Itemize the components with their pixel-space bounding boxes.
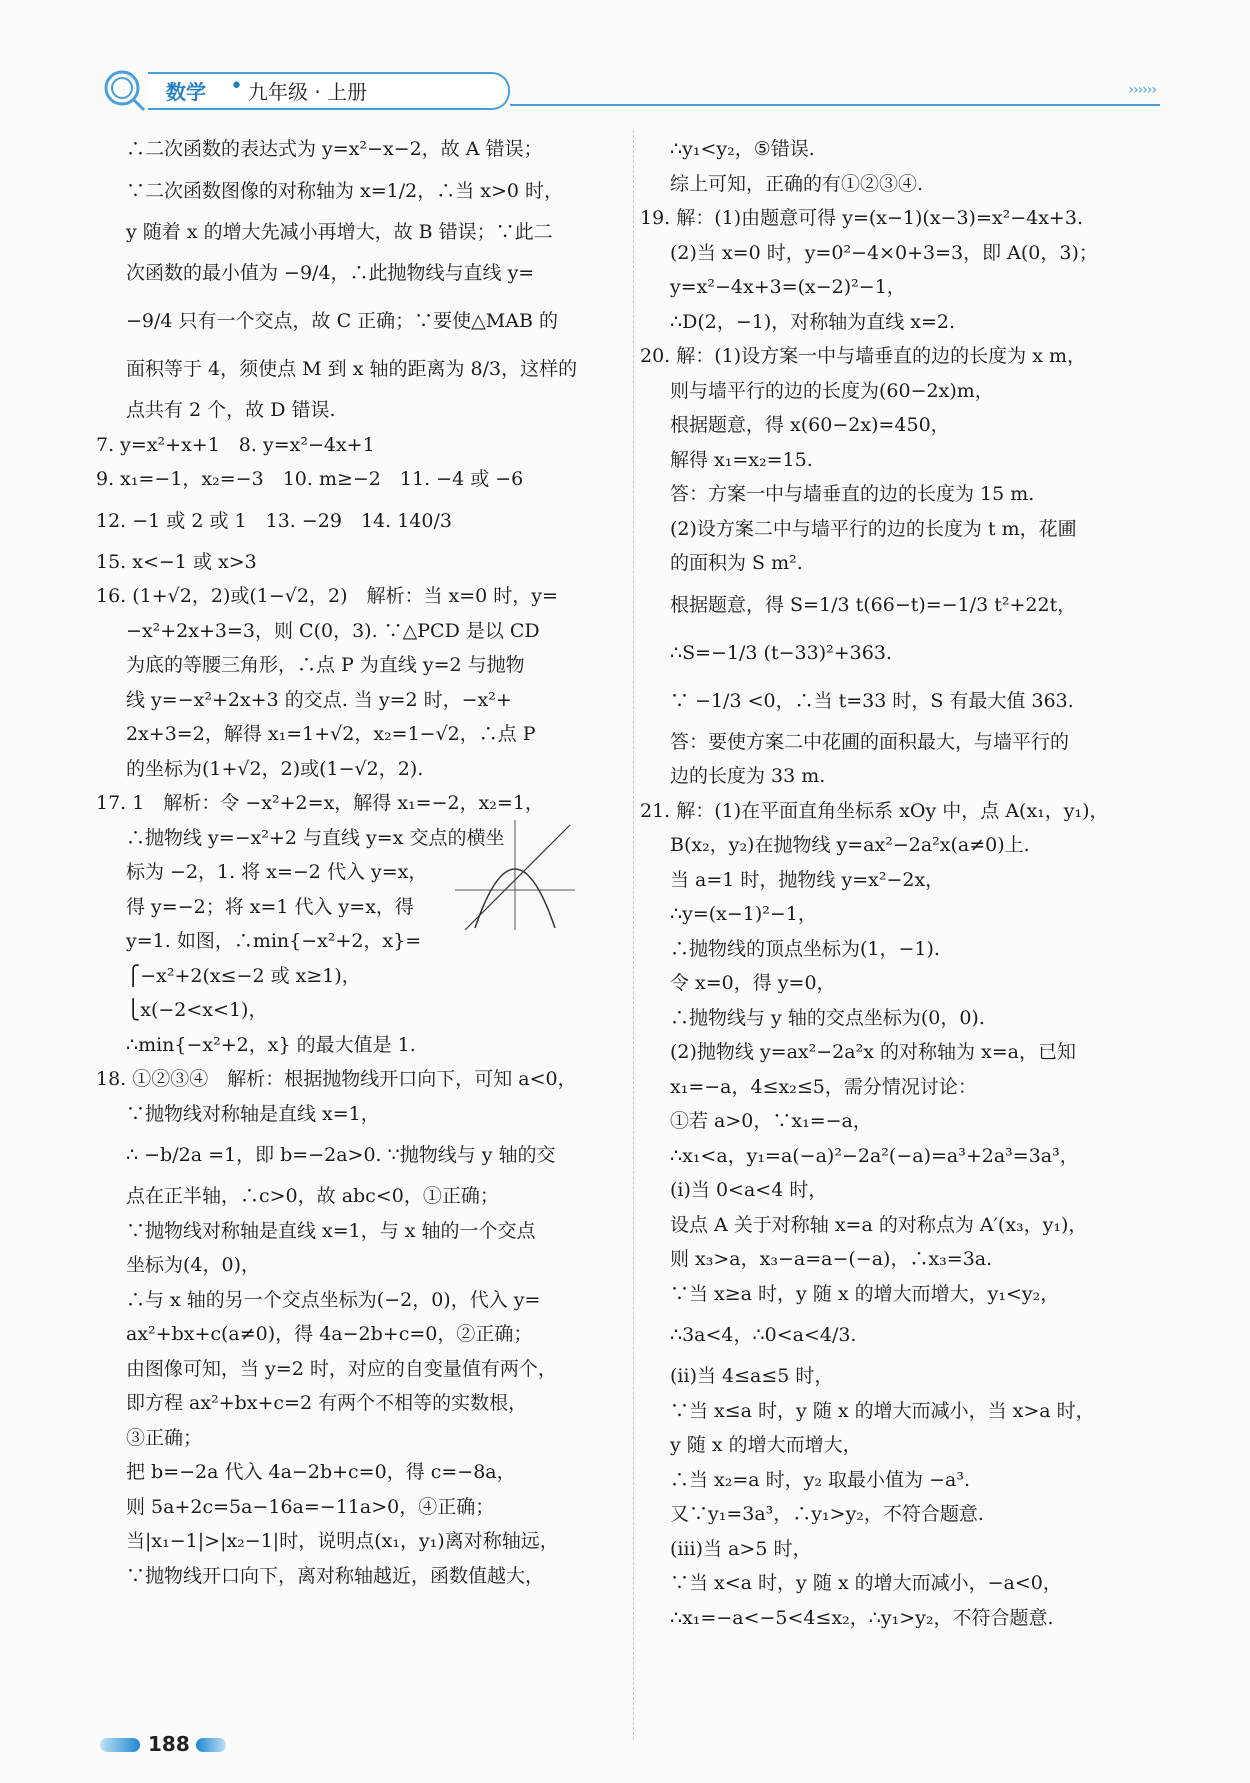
answer-line: 21. 解：(1)在平面直角坐标系 xOy 中，点 A(x₁，y₁)， xyxy=(640,799,1109,822)
text-line: ∵当 x<a 时，y 随 x 的增大而减小，−a<0， xyxy=(670,1572,1062,1594)
grade-label: 九年级 · 上册 xyxy=(248,80,368,104)
text-line: 即方程 ax²+bx+c=2 有两个不相等的实数根， xyxy=(126,1392,528,1414)
text-line: ③正确； xyxy=(126,1426,203,1449)
text-line: ax²+bx+c(a≠0)，得 4a−2b+c=0，②正确； xyxy=(126,1323,533,1345)
text-line: −x²+2x+3=3，则 C(0，3). ∵△PCD 是以 CD xyxy=(126,619,540,642)
text-line: 2x+3=2，解得 x₁=1+√2，x₂=1−√2，∴点 P xyxy=(126,723,536,745)
text-line: 标为 −2，1. 将 x=−2 代入 y=x， xyxy=(126,861,428,883)
text-line: 当 a=1 时，抛物线 y=x²−2x， xyxy=(670,868,945,891)
answer-line: 17. 1 解析：令 −x²+2=x，解得 x₁=−2，x₂=1， xyxy=(96,792,544,814)
answer-line: 7. y=x²+x+1 8. y=x²−4x+1 xyxy=(96,433,375,456)
text-line: 综上可知，正确的有①②③④. xyxy=(670,172,924,195)
text-line: 点共有 2 个，故 D 错误. xyxy=(126,399,336,421)
text-line: 为底的等腰三角形，∴点 P 为直线 y=2 与抛物 xyxy=(126,654,525,676)
parabola-sketch-figure xyxy=(455,820,575,930)
text-line: ∴x₁=−a<−5<4≤x₂，∴y₁>y₂，不符合题意. xyxy=(670,1606,1054,1629)
text-line: ∴y₁<y₂，⑤错误. xyxy=(670,138,815,160)
text-line: 线 y=−x²+2x+3 的交点. 当 y=2 时，−x²+ xyxy=(126,688,512,711)
text-line: 把 b=−2a 代入 4a−2b+c=0，得 c=−8a， xyxy=(126,1461,516,1483)
text-line: 坐标为(4，0)， xyxy=(126,1254,261,1276)
page-number: 188 xyxy=(148,1732,190,1756)
text-line: ∵ −1/3 <0，∴当 t=33 时，S 有最大值 363. xyxy=(670,689,1074,712)
text-line: B(x₂，y₂)在抛物线 y=ax²−2a²x(a≠0)上. xyxy=(670,834,1030,856)
header-rule xyxy=(510,104,1160,106)
text-line: ∴与 x 轴的另一个交点坐标为(−2，0)，代入 y= xyxy=(126,1288,541,1311)
text-line: 令 x=0，得 y=0， xyxy=(670,972,836,994)
text-line: 边的长度为 33 m. xyxy=(670,765,826,787)
page-header xyxy=(100,64,1160,114)
text-line: 当|x₁−1|>|x₂−1|时，说明点(x₁，y₁)离对称轴远， xyxy=(126,1530,559,1552)
text-line: ∴ −b/2a =1，即 b=−2a>0. ∵抛物线与 y 轴的交 xyxy=(126,1144,556,1166)
footer-pill-left xyxy=(100,1738,140,1752)
text-line: (2)抛物线 y=ax²−2a²x 的对称轴为 x=a，已知 xyxy=(670,1041,1076,1063)
text-line: ∴当 x₂=a 时，y₂ 取最小值为 −a³. xyxy=(670,1468,970,1491)
text-line: 则与墙平行的边的长度为(60−2x)m， xyxy=(670,379,994,402)
text-line: ∴D(2，−1)，对称轴为直线 x=2. xyxy=(670,310,956,333)
answer-line: 12. −1 或 2 或 1 13. −29 14. 140/3 xyxy=(96,509,452,532)
text-line: 次函数的最小值为 −9/4，∴此抛物线与直线 y= xyxy=(126,262,535,284)
text-line: ∴y=(x−1)²−1， xyxy=(670,903,817,925)
text-line: 答：方案一中与墙垂直的边的长度为 15 m. xyxy=(670,483,1035,505)
text-line: ∴二次函数的表达式为 y=x²−x−2，故 A 错误； xyxy=(126,138,543,160)
text-line: ∴3a<4，∴0<a<4/3. xyxy=(670,1324,857,1346)
text-line: 的面积为 S m². xyxy=(670,552,803,574)
text-line: ∴抛物线 y=−x²+2 与直线 y=x 交点的横坐 xyxy=(126,826,505,849)
magnifier-logo-icon xyxy=(102,68,146,112)
text-line: (ⅰ)当 0<a<4 时， xyxy=(670,1179,828,1201)
subject-label: 数学 xyxy=(166,80,206,104)
text-line: y=1. 如图，∴min{−x²+2，x}= xyxy=(126,930,422,952)
text-line: y=x²−4x+3=(x−2)²−1， xyxy=(670,276,906,298)
text-line: ⎧−x²+2(x≤−2 或 x≥1)， xyxy=(126,964,361,987)
text-line: (ⅲ)当 a>5 时， xyxy=(670,1537,812,1560)
text-line: 根据题意，得 S=1/3 t(66−t)=−1/3 t²+22t， xyxy=(670,593,1077,616)
text-line: 答：要使方案二中花圃的面积最大，与墙平行的 xyxy=(670,730,1070,753)
text-line: 解得 x₁=x₂=15. xyxy=(670,448,813,471)
text-line: ∵抛物线开口向下，离对称轴越近，函数值越大， xyxy=(126,1564,545,1587)
column-divider xyxy=(633,130,634,1740)
text-line: ∵二次函数图像的对称轴为 x=1/2，∴当 x>0 时， xyxy=(126,179,564,202)
text-line: ⎩x(−2<x<1)， xyxy=(126,999,268,1021)
text-line: ①若 a>0，∵x₁=−a， xyxy=(670,1110,872,1132)
answer-line: 15. x<−1 或 x>3 xyxy=(96,550,257,573)
text-line: 面积等于 4，须使点 M 到 x 轴的距离为 8/3，这样的 xyxy=(126,358,578,380)
chevron-decoration-icon: ›››››› xyxy=(1128,82,1156,98)
text-line: x₁=−a，4≤x₂≤5，需分情况讨论： xyxy=(670,1075,977,1098)
page-footer xyxy=(100,1730,300,1760)
text-line: −9/4 只有一个交点，故 C 正确；∵要使△MAB 的 xyxy=(126,310,558,332)
text-line: 则 5a+2c=5a−16a=−11a>0，④正确； xyxy=(126,1495,495,1518)
text-line: 的坐标为(1+√2，2)或(1−√2，2). xyxy=(126,757,424,780)
answer-line: 19. 解：(1)由题意可得 y=(x−1)(x−3)=x²−4x+3. xyxy=(640,207,1083,229)
right-column xyxy=(640,132,1164,1635)
answer-line: 20. 解：(1)设方案一中与墙垂直的边的长度为 x m， xyxy=(640,345,1086,367)
text-line: ∵抛物线对称轴是直线 x=1， xyxy=(126,1102,380,1125)
answer-line: 18. ①②③④ 解析：根据抛物线开口向下，可知 a<0， xyxy=(96,1068,577,1090)
text-line: ∴S=−1/3 (t−33)²+363. xyxy=(670,641,892,664)
text-line: y 随着 x 的增大先减小再增大，故 B 错误；∵此二 xyxy=(126,220,553,243)
text-line: ∵当 x≥a 时，y 随 x 的增大而增大，y₁<y₂， xyxy=(670,1282,1060,1305)
separator-dot: • xyxy=(230,74,243,99)
text-line: 根据题意，得 x(60−2x)=450， xyxy=(670,414,950,436)
text-line: 则 x₃>a，x₃−a=a−(−a)，∴x₃=3a. xyxy=(670,1248,993,1270)
text-line: ∴抛物线与 y 轴的交点坐标为(0，0). xyxy=(670,1006,985,1029)
text-line: 得 y=−2；将 x=1 代入 y=x，得 xyxy=(126,895,414,918)
text-line: 又∵y₁=3a³，∴y₁>y₂，不符合题意. xyxy=(670,1503,984,1525)
text-line: ∴min{−x²+2，x} 的最大值是 1. xyxy=(126,1033,416,1056)
footer-pill-right xyxy=(196,1738,226,1752)
text-line: ∴抛物线的顶点坐标为(1，−1). xyxy=(670,937,940,960)
answer-line: 16. (1+√2，2)或(1−√2，2) 解析：当 x=0 时，y= xyxy=(96,585,558,607)
text-line: (2)设方案二中与墙平行的边的长度为 t m，花圃 xyxy=(670,517,1077,540)
text-line: (ⅱ)当 4≤a≤5 时， xyxy=(670,1365,834,1387)
text-line: (2)当 x=0 时，y=0²−4×0+3=3，即 A(0，3)； xyxy=(670,241,1098,264)
text-line: 点在正半轴，∴c>0，故 abc<0，①正确； xyxy=(126,1185,499,1207)
text-line: ∵抛物线对称轴是直线 x=1，与 x 轴的一个交点 xyxy=(126,1219,536,1242)
text-line: y 随 x 的增大而增大， xyxy=(670,1434,862,1456)
text-line: 由图像可知，当 y=2 时，对应的自变量值有两个， xyxy=(126,1357,557,1380)
text-line: 设点 A 关于对称轴 x=a 的对称点为 A′(x₃，y₁)， xyxy=(670,1213,1088,1236)
text-line: ∵当 x≤a 时，y 随 x 的增大而减小，当 x>a 时， xyxy=(670,1399,1095,1422)
answer-line: 9. x₁=−1，x₂=−3 10. m≥−2 11. −4 或 −6 xyxy=(96,468,524,490)
text-line: ∴x₁<a，y₁=a(−a)²−2a²(−a)=a³+2a³=3a³， xyxy=(670,1144,1079,1167)
header-title-box xyxy=(148,72,510,110)
